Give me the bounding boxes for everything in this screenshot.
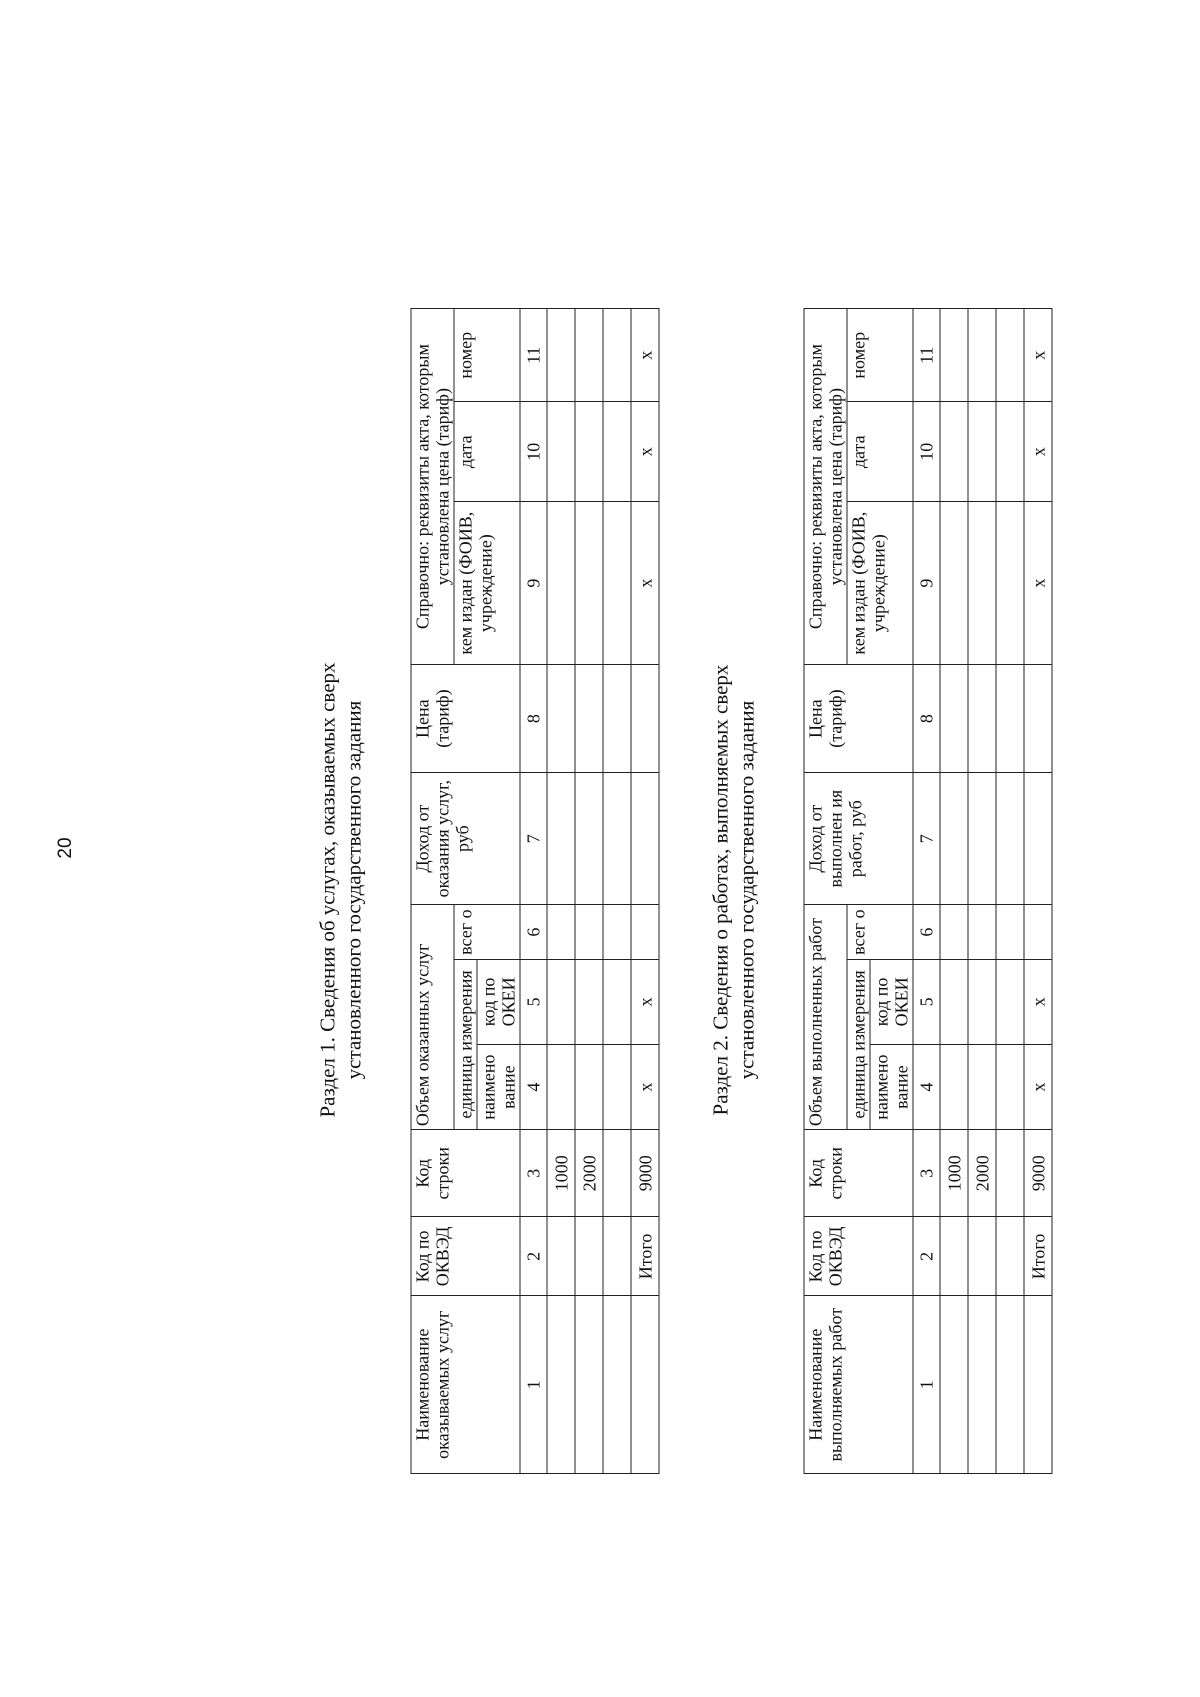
table-cell — [940, 1296, 968, 1474]
table-cell — [996, 1130, 1024, 1217]
table-cell — [547, 1044, 575, 1129]
table-cell — [547, 773, 575, 905]
table-cell: 7 — [913, 773, 940, 905]
table-cell — [968, 905, 996, 959]
header-reference: Справочно: реквизиты акта, которым установлена цена (тариф) — [411, 309, 454, 665]
page-number: 20 — [55, 837, 76, 859]
table-cell: х — [631, 1044, 659, 1129]
table-cell — [631, 905, 659, 959]
header-issuer: кем издан (ФОИВ, учреждение) — [454, 502, 520, 665]
table-row — [547, 309, 575, 1474]
table-cell — [996, 1296, 1024, 1474]
table-cell: 9000 — [1024, 1130, 1052, 1217]
table-cell — [547, 1296, 575, 1474]
table-cell — [603, 1130, 631, 1217]
table-cell — [968, 1044, 996, 1129]
table-cell — [996, 905, 1024, 959]
table-cell: Итого — [631, 1217, 659, 1296]
table-cell — [603, 1296, 631, 1474]
table-cell: 8 — [520, 665, 547, 773]
table-cell — [547, 905, 575, 959]
table-cell — [940, 402, 968, 502]
table-cell: 5 — [520, 959, 547, 1044]
table-cell — [940, 309, 968, 402]
table-cell — [1024, 905, 1052, 959]
table-cell — [631, 665, 659, 773]
table-cell: 2 — [520, 1217, 547, 1296]
table-cell — [603, 1044, 631, 1129]
header-date: дата — [454, 402, 520, 502]
section-title — [315, 300, 367, 1480]
table-cell — [575, 773, 603, 905]
table-cell — [603, 1217, 631, 1296]
table-cell: х — [1024, 309, 1052, 402]
table-cell — [1024, 665, 1052, 773]
table-cell — [547, 309, 575, 402]
table-cell: х — [1024, 1044, 1052, 1129]
header-unit-name: наимено вание — [870, 1044, 913, 1129]
table-row — [575, 309, 603, 1474]
services-table — [411, 308, 660, 1474]
header-income: Доход от выполнен ия работ, руб — [804, 773, 913, 905]
section-2 — [708, 300, 1053, 1480]
table-cell: 6 — [520, 905, 547, 959]
table-cell — [996, 959, 1024, 1044]
header-unit-code: код по ОКЕИ — [477, 959, 520, 1044]
table-cell — [968, 1217, 996, 1296]
table-cell: 5 — [913, 959, 940, 1044]
table-cell: х — [631, 309, 659, 402]
table-cell: х — [631, 959, 659, 1044]
header-okved: Код по ОКВЭД — [411, 1217, 520, 1296]
table-cell — [603, 905, 631, 959]
table-cell — [968, 665, 996, 773]
table-cell: х — [1024, 502, 1052, 665]
header-total: всег о — [454, 905, 520, 959]
table-cell: х — [1024, 402, 1052, 502]
table-cell — [603, 959, 631, 1044]
table-cell — [940, 1217, 968, 1296]
header-number: номер — [847, 309, 913, 402]
table-cell — [631, 1296, 659, 1474]
table-cell: 2000 — [968, 1130, 996, 1217]
table-row — [603, 309, 631, 1474]
table-cell — [940, 905, 968, 959]
section-1 — [315, 300, 660, 1480]
header-date: дата — [847, 402, 913, 502]
column-numbers-row — [913, 309, 940, 1474]
table-cell — [968, 773, 996, 905]
table-cell — [603, 773, 631, 905]
header-total: всег о — [847, 905, 913, 959]
table-cell — [603, 502, 631, 665]
table-cell: 3 — [913, 1130, 940, 1217]
table-cell — [603, 309, 631, 402]
header-unit-name: наимено вание — [477, 1044, 520, 1129]
table-cell: 1 — [520, 1296, 547, 1474]
table-cell — [996, 665, 1024, 773]
table-cell: 4 — [520, 1044, 547, 1129]
table-cell — [968, 1296, 996, 1474]
table-cell — [940, 773, 968, 905]
table-cell — [547, 665, 575, 773]
header-row-code: Код строки — [411, 1130, 520, 1217]
table-row — [996, 309, 1024, 1474]
table-cell — [575, 1217, 603, 1296]
table-cell — [575, 905, 603, 959]
table-cell: х — [631, 402, 659, 502]
section-title-line: Раздел 2. Сведения о работах, выполняемых сверх — [708, 664, 733, 1116]
table-cell — [968, 959, 996, 1044]
total-row — [631, 309, 659, 1474]
table-cell — [603, 402, 631, 502]
section-title — [708, 300, 760, 1480]
table-cell: 9 — [913, 502, 940, 665]
table-cell — [996, 502, 1024, 665]
table-cell: 3 — [520, 1130, 547, 1217]
table-cell — [940, 1044, 968, 1129]
table-cell — [940, 502, 968, 665]
section-title-line: установленного государственного задания — [734, 700, 759, 1080]
table-cell — [575, 309, 603, 402]
table-cell — [603, 665, 631, 773]
table-cell — [996, 402, 1024, 502]
table-cell — [968, 502, 996, 665]
header-reference: Справочно: реквизиты акта, которым установлена цена (тариф) — [804, 309, 847, 665]
column-numbers-row — [520, 309, 547, 1474]
header-row-code: Код строки — [804, 1130, 913, 1217]
header-unit: единица измерения — [847, 959, 870, 1129]
table-cell: 4 — [913, 1044, 940, 1129]
table-row — [968, 309, 996, 1474]
table-cell: 8 — [913, 665, 940, 773]
table-cell — [968, 402, 996, 502]
table-cell: 10 — [913, 402, 940, 502]
table-cell: 1000 — [547, 1130, 575, 1217]
table-cell — [968, 309, 996, 402]
table-cell — [940, 665, 968, 773]
header-volume: Объем выполненных работ — [804, 905, 847, 1130]
table-cell — [547, 959, 575, 1044]
table-cell: 10 — [520, 402, 547, 502]
header-price: Цена (тариф) — [411, 665, 520, 773]
table-cell — [575, 665, 603, 773]
table-cell: 9 — [520, 502, 547, 665]
header-number: номер — [454, 309, 520, 402]
table-cell: 9000 — [631, 1130, 659, 1217]
table-cell: 7 — [520, 773, 547, 905]
table-cell: 2000 — [575, 1130, 603, 1217]
table-cell — [1024, 773, 1052, 905]
header-volume: Объем оказанных услуг — [411, 905, 454, 1130]
header-price: Цена (тариф) — [804, 665, 913, 773]
table-cell: 11 — [520, 309, 547, 402]
header-income: Доход от оказания услуг, руб — [411, 773, 520, 905]
section-title-line: Раздел 1. Сведения об услугах, оказываемых сверх — [315, 662, 340, 1118]
table-cell: Итого — [1024, 1217, 1052, 1296]
table-cell: 2 — [913, 1217, 940, 1296]
table-cell: х — [1024, 959, 1052, 1044]
table-cell — [547, 402, 575, 502]
header-unit-code: код по ОКЕИ — [870, 959, 913, 1044]
table-cell — [996, 1217, 1024, 1296]
table-cell: 1000 — [940, 1130, 968, 1217]
section-title-line: установленного государственного задания — [341, 700, 366, 1080]
table-cell — [996, 309, 1024, 402]
table-cell — [547, 1217, 575, 1296]
header-issuer: кем издан (ФОИВ, учреждение) — [847, 502, 913, 665]
table-cell — [575, 402, 603, 502]
table-cell — [547, 502, 575, 665]
table-cell: 6 — [913, 905, 940, 959]
table-cell — [631, 773, 659, 905]
header-name: Наименование выполняемых работ — [804, 1296, 913, 1474]
table-cell — [940, 959, 968, 1044]
table-cell — [996, 773, 1024, 905]
table-row — [940, 309, 968, 1474]
header-name: Наименование оказываемых услуг — [411, 1296, 520, 1474]
table-cell: 11 — [913, 309, 940, 402]
total-row — [1024, 309, 1052, 1474]
table-cell — [575, 1296, 603, 1474]
table-cell — [996, 1044, 1024, 1129]
works-table — [804, 308, 1053, 1474]
table-cell: х — [631, 502, 659, 665]
header-unit: единица измерения — [454, 959, 477, 1129]
table-cell: 1 — [913, 1296, 940, 1474]
header-okved: Код по ОКВЭД — [804, 1217, 913, 1296]
table-cell — [575, 1044, 603, 1129]
table-cell — [575, 959, 603, 1044]
table-cell — [1024, 1296, 1052, 1474]
table-cell — [575, 502, 603, 665]
